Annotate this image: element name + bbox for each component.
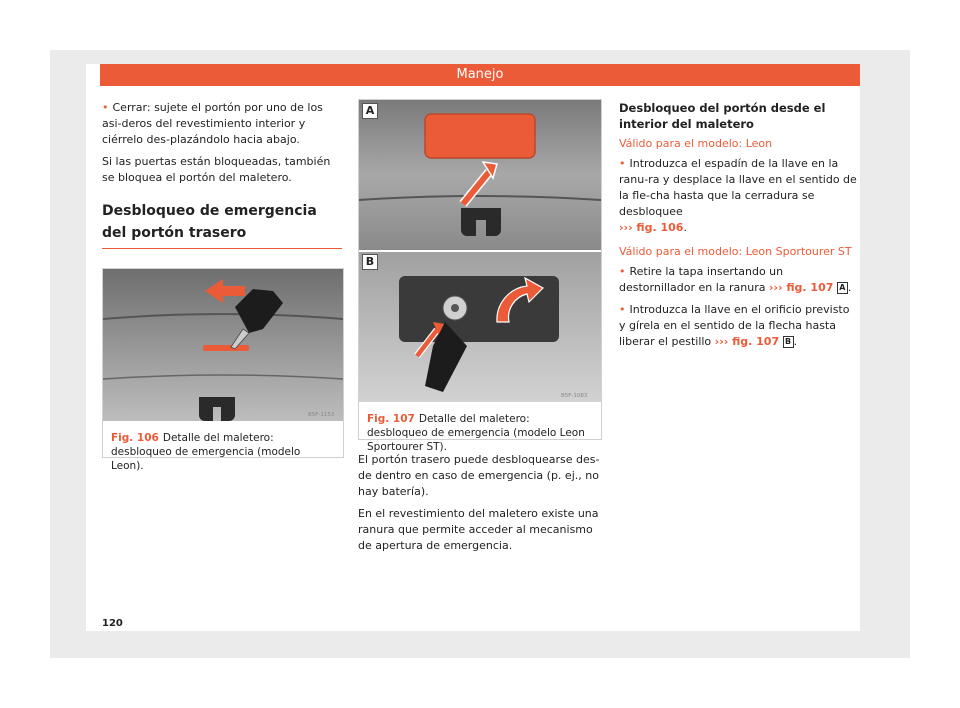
figure-caption-text: Detalle del maletero: desbloqueo de emergencia (modelo Leon). <box>111 432 301 472</box>
panel-b-label: B <box>362 254 378 270</box>
figure-caption <box>103 425 343 479</box>
section-header: Manejo <box>100 64 860 86</box>
panel-a-label: A <box>362 103 378 119</box>
unlock-heading: Desbloqueo del portón desde el interior del maletero <box>619 101 826 131</box>
period: . <box>793 335 798 348</box>
fig-106-link[interactable]: ››› fig. 106 <box>619 221 684 234</box>
section-heading: Desbloqueo de emergencia del portón trasero <box>102 200 342 249</box>
step-remove-cover-text: Retire la tapa insertando un destornillador en la ranura <box>619 265 784 294</box>
page-number: 120 <box>102 618 123 629</box>
period: . <box>683 221 687 234</box>
trunk-latch-leon-illustration <box>103 269 343 421</box>
figure-caption-text: Detalle del maletero: desbloqueo de emergencia (modelo Leon Sportourer ST). <box>367 413 585 453</box>
figure-107 <box>358 99 602 453</box>
model-leon-label: Válido para el modelo: Leon <box>619 137 773 150</box>
close-instruction: • Cerrar: sujete el portón por uno de los asi-deros del revestimiento interior y ciérrelo des-plazándolo hacia abajo. <box>102 100 342 148</box>
step-remove-cover <box>619 264 859 296</box>
column-3 <box>619 100 859 356</box>
column-1 <box>102 100 342 263</box>
figure-code: B5F-1083 <box>561 393 588 399</box>
box-a-icon: A <box>837 282 848 294</box>
fig-107-link[interactable]: ››› fig. 107 <box>768 281 834 294</box>
figure-106 <box>102 268 344 472</box>
step-leon <box>619 156 859 236</box>
model-sportourer-label: Válido para el modelo: Leon Sportourer ST <box>619 245 852 258</box>
trunk-latch-sportourer-illustration <box>359 100 601 402</box>
figure-code: B5F-1153 <box>308 412 335 418</box>
step-turn-key <box>619 302 859 350</box>
period: . <box>847 281 852 294</box>
figure-label: Fig. 107 <box>367 413 415 425</box>
fig-107-link[interactable]: ››› fig. 107 <box>714 335 780 348</box>
lock-note: Si las puertas están bloqueadas, también se bloquea el portón del maletero. <box>102 155 331 184</box>
column-2-text <box>358 452 600 560</box>
step-leon-text: Introduzca el espadín de la llave en la ranu-ra y desplace la llave en el sentido de la fle-cha hasta que la cerradura se desbloquee <box>619 157 857 218</box>
emergency-paragraph: El portón trasero puede desbloquearse des-de dentro en caso de emergencia (p. ej., no hay batería). <box>358 453 600 498</box>
step-turn-key-text: Introduzca la llave en el orificio previsto y gírela en el sentido de la flecha hasta liberar el pestillo <box>619 303 850 348</box>
figure-label: Fig. 106 <box>111 432 159 444</box>
slot-paragraph: En el revestimiento del maletero existe una ranura que permite acceder al mecanismo de apertura de emergencia. <box>358 507 599 552</box>
box-b-icon: B <box>783 336 794 348</box>
